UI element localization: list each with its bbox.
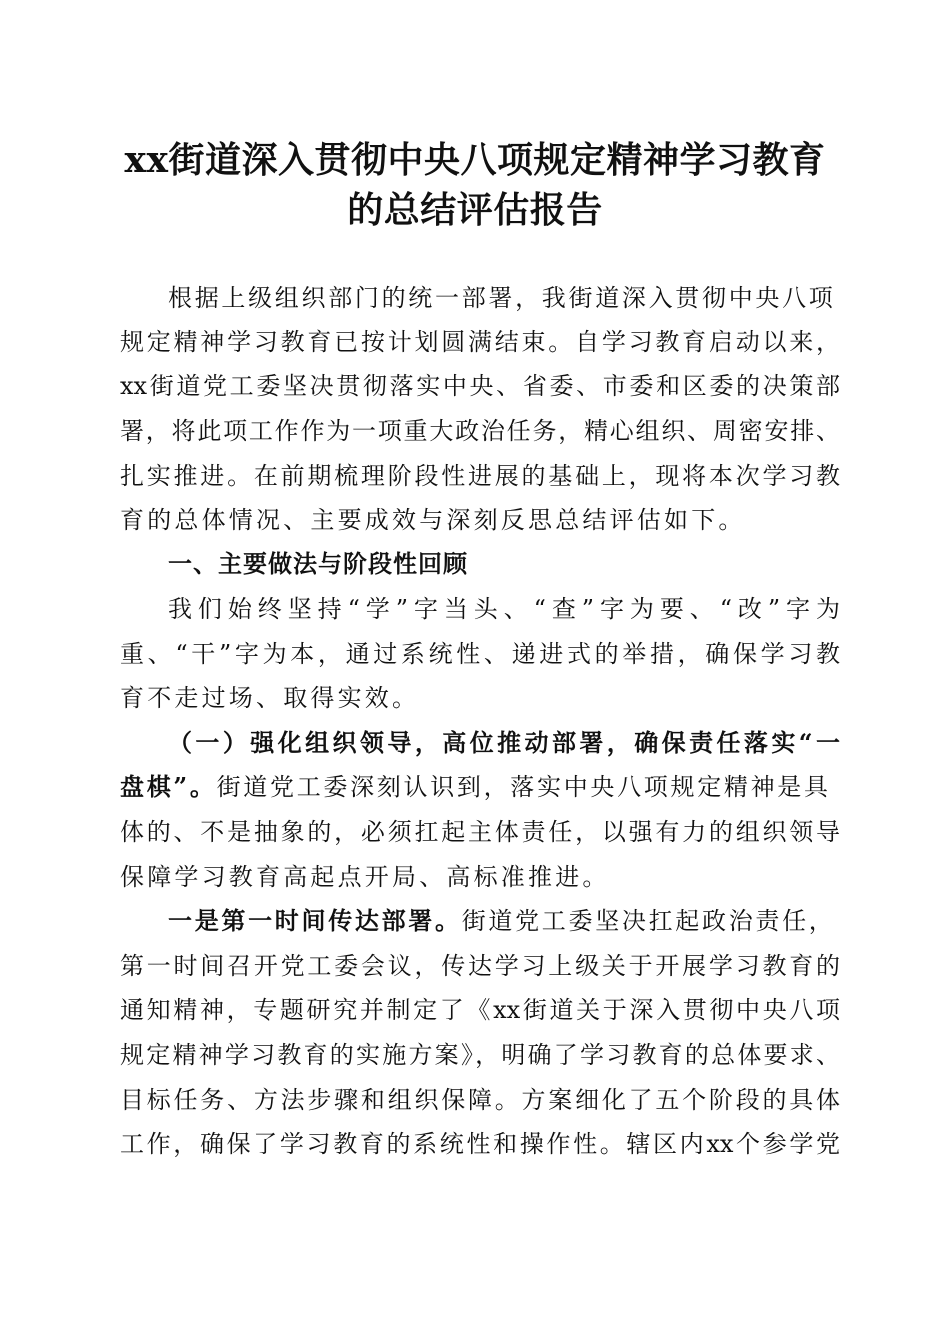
para1-line-3: xx街道党工委坚决贯彻落实中央、省委、市委和区委的决策部: [120, 372, 840, 400]
para4-line-4: 规定精神学习教育的实施方案》，明确了学习教育的总体要求、: [120, 1041, 840, 1069]
para1-line-6: 育的总体情况、主要成效与深刻反思总结评估如下。: [120, 506, 746, 534]
para2-line-1: 我们始终坚持“学”字当头、“查”字为要、“改”字为: [168, 595, 840, 623]
para4-line-2: 第一时间召开党工委会议，传达学习上级关于开展学习教育的: [120, 952, 840, 980]
para1-line-5: 扎实推进。在前期梳理阶段性进展的基础上，现将本次学习教: [120, 462, 840, 490]
para3-line-2-text: 街道党工委深刻认识到，落实中央八项规定精神是具: [216, 773, 831, 801]
para3-line-2-lead: 盘棋”。: [120, 772, 217, 801]
para1-line-2: 规定精神学习教育已按计划圆满结束。自学习教育启动以来，: [120, 328, 840, 356]
para4-line-6: 工作，确保了学习教育的系统性和操作性。辖区内xx个参学党: [120, 1130, 840, 1158]
para4-line-3: 通知精神，专题研究并制定了《xx街道关于深入贯彻中央八项: [120, 996, 840, 1024]
para4-line-1-lead: 一是第一时间传达部署。: [168, 906, 462, 935]
para2-line-2: 重、“干”字为本，通过系统性、递进式的举措，确保学习教: [120, 640, 840, 668]
para4-line-5: 目标任务、方法步骤和组织保障。方案细化了五个阶段的具体: [120, 1086, 840, 1114]
para1-line-4: 署，将此项工作作为一项重大政治任务，精心组织、周密安排、: [120, 417, 840, 445]
section-heading-1: 一、主要做法与阶段性回顾: [168, 550, 468, 578]
title-line-1: xx街道深入贯彻中央八项规定精神学习教育: [124, 139, 826, 181]
para2-line-3: 育不走过场、取得实效。: [120, 684, 420, 712]
para3-line-3: 体的、不是抽象的，必须扛起主体责任，以强有力的组织领导: [120, 818, 840, 846]
para3-line-1: （一）强化组织领导，高位推动部署，确保责任落实“一: [168, 728, 840, 757]
title-line-2: 的总结评估报告: [347, 189, 603, 231]
para1-line-1: 根据上级组织部门的统一部署，我街道深入贯彻中央八项: [168, 284, 836, 312]
document-title: [100, 135, 850, 235]
para4-line-1: [168, 899, 840, 943]
para3-line-4: 保障学习教育高起点开局、高标准推进。: [120, 863, 610, 891]
para3-line-2: [120, 765, 840, 809]
para4-line-1-text: 街道党工委坚决扛起政治责任，: [461, 907, 836, 935]
